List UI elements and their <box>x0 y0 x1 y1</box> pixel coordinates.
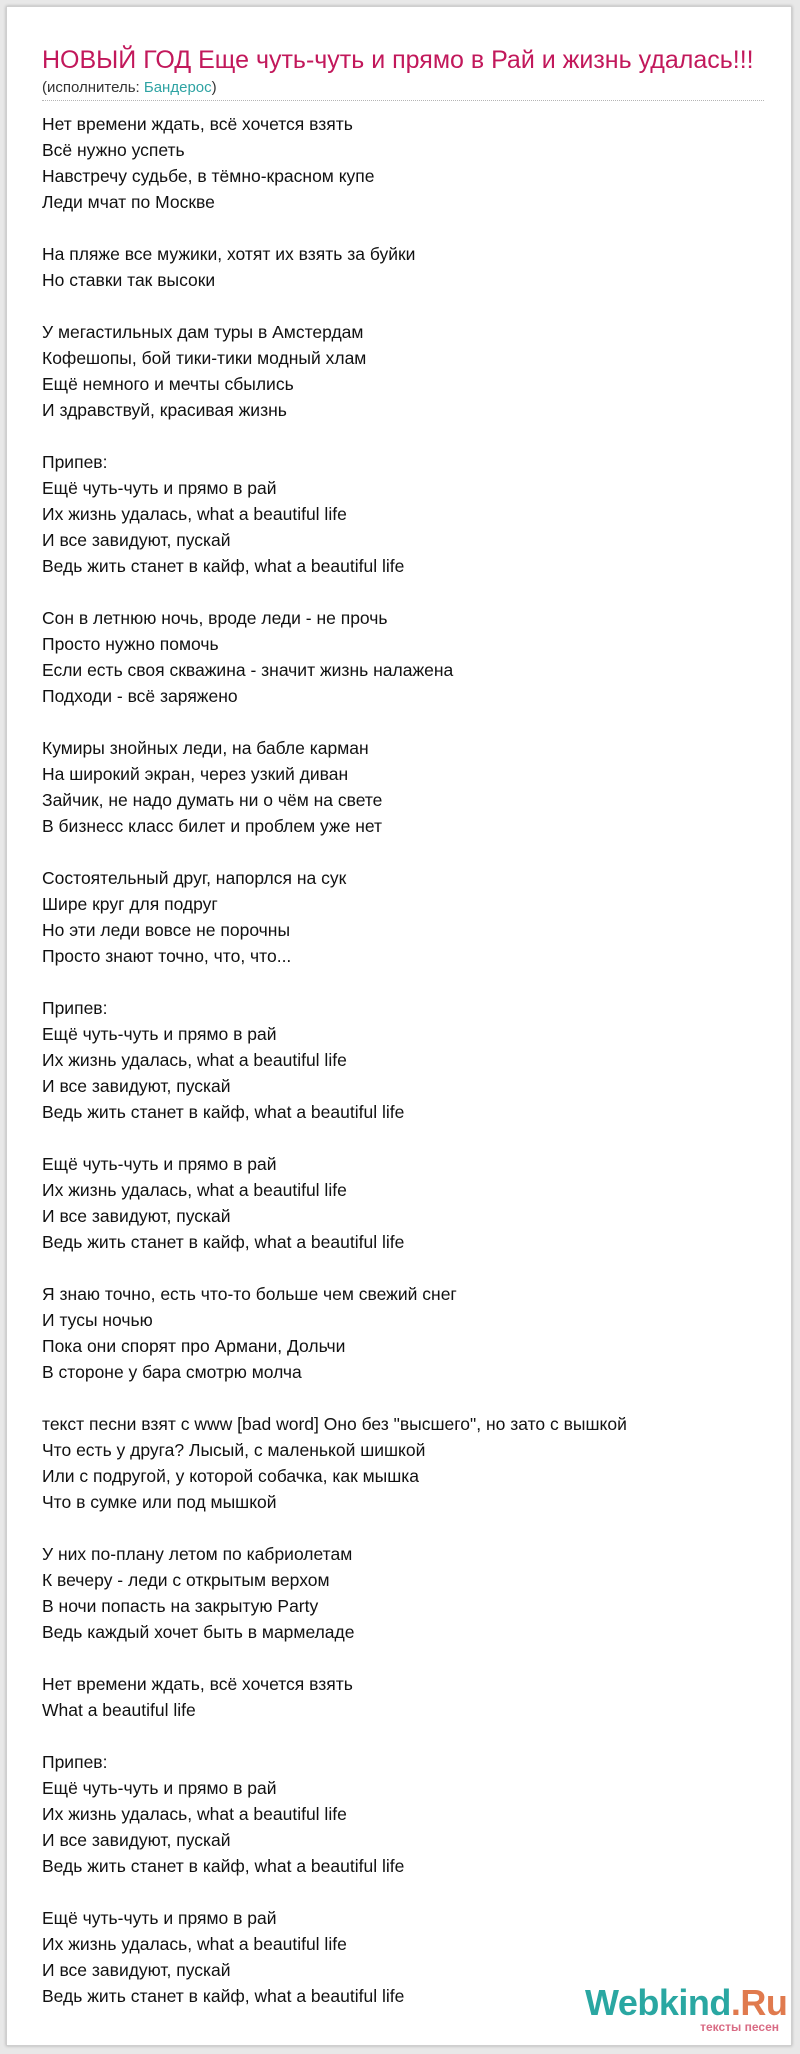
lyric-line: Их жизнь удалась, what a beautiful life <box>42 1934 347 1954</box>
lyric-line: Шире круг для подруг <box>42 894 218 914</box>
lyric-line: Припев: <box>42 452 108 472</box>
lyric-line: Ведь жить станет в кайф, what a beautiful life <box>42 1102 405 1122</box>
lyric-line: У них по-плану летом по кабриолетам <box>42 1544 353 1564</box>
lyric-line: Их жизнь удалась, what a beautiful life <box>42 1180 347 1200</box>
lyric-line: Что в сумке или под мышкой <box>42 1492 277 1512</box>
lyric-line: И все завидуют, пускай <box>42 1076 231 1096</box>
lyric-line: Кумиры знойных леди, на бабле карман <box>42 738 369 758</box>
lyric-line: Пока они спорят про Армани, Дольчи <box>42 1336 346 1356</box>
site-logo[interactable] <box>585 1982 788 2043</box>
stanza-break <box>42 1879 782 1905</box>
lyric-line: Ещё чуть-чуть и прямо в рай <box>42 1154 277 1174</box>
lyric-line: Что есть у друга? Лысый, с маленькой шишкой <box>42 1440 426 1460</box>
stanza-break <box>42 1385 782 1411</box>
lyric-line: Подходи - всё заряжено <box>42 686 238 706</box>
lyric-line: Их жизнь удалась, what a beautiful life <box>42 1804 347 1824</box>
lyric-line: И все завидуют, пускай <box>42 1830 231 1850</box>
lyric-line: И тусы ночью <box>42 1310 153 1330</box>
stanza-break <box>42 839 782 865</box>
artist-link[interactable]: Бандерос <box>143 79 212 96</box>
lyric-line: Ещё чуть-чуть и прямо в рай <box>42 1908 277 1928</box>
lyric-line: Если есть своя скважина - значит жизнь налажена <box>42 660 454 680</box>
lyric-line: На широкий экран, через узкий диван <box>42 764 349 784</box>
lyric-line: Кофешопы, бой тики-тики модный хлам <box>42 348 367 368</box>
lyric-line: Навстречу судьбе, в тёмно-красном купе <box>42 166 375 186</box>
stanza-break <box>42 1515 782 1541</box>
lyric-line: Ведь жить станет в кайф, what a beautiful life <box>42 1986 405 2006</box>
lyric-line: Ведь жить станет в кайф, what a beautiful life <box>42 1232 405 1252</box>
lyric-line: Состоятельный друг, напорлся на сук <box>42 868 347 888</box>
lyric-line: Нет времени ждать, всё хочется взять <box>42 114 353 134</box>
stanza-break <box>42 293 782 319</box>
lyric-line: Ещё немного и мечты сбылись <box>42 374 294 394</box>
lyrics-card <box>6 6 792 2046</box>
lyric-line: К вечеру - леди с открытым верхом <box>42 1570 330 1590</box>
lyric-line: Я знаю точно, есть что-то больше чем свежий снег <box>42 1284 457 1304</box>
lyric-line: В стороне у бара смотрю молча <box>42 1362 302 1382</box>
lyric-line: В бизнесс класс билет и проблем уже нет <box>42 816 383 836</box>
stanza-break <box>42 1255 782 1281</box>
lyric-line: Их жизнь удалась, what a beautiful life <box>42 1050 347 1070</box>
stanza-break <box>42 579 782 605</box>
lyric-line: Ведь жить станет в кайф, what a beautiful life <box>42 1856 405 1876</box>
lyric-line: На пляже все мужики, хотят их взять за буйки <box>42 244 416 264</box>
lyric-line: Их жизнь удалась, what a beautiful life <box>42 504 347 524</box>
lyric-line: What a beautiful life <box>42 1700 196 1720</box>
stanza-break <box>42 1723 782 1749</box>
lyric-line: Сон в летнюю ночь, вроде леди - не прочь <box>42 608 388 628</box>
lyric-line: Но эти леди вовсе не порочны <box>42 920 291 940</box>
lyric-line: Леди мчат по Москве <box>42 192 215 212</box>
stanza-break <box>42 969 782 995</box>
lyric-line: У мегастильных дам туры в Амстердам <box>42 322 364 342</box>
logo-tagline: тексты песен <box>700 2020 779 2034</box>
logo-main-text: Webkind <box>585 1982 731 2023</box>
stanza-break <box>42 1645 782 1671</box>
lyrics-text <box>42 111 782 2009</box>
lyric-line: Ещё чуть-чуть и прямо в рай <box>42 478 277 498</box>
page-title: НОВЫЙ ГОД Еще чуть-чуть и прямо в Рай и жизнь удалась!!! <box>42 46 754 74</box>
logo-wordmark <box>585 1983 787 2023</box>
lyric-line: Просто знают точно, что, что... <box>42 946 292 966</box>
lyric-line: И все завидуют, пускай <box>42 1206 231 1226</box>
stanza-break <box>42 423 782 449</box>
logo-tld: .Ru <box>730 1982 788 2023</box>
lyric-line: текст песни взят с www [bad word] Оно без "высшего", но зато с вышкой <box>42 1414 627 1434</box>
lyric-line: Но ставки так высоки <box>42 270 216 290</box>
lyric-line: И все завидуют, пускай <box>42 530 231 550</box>
lyric-line: Ведь жить станет в кайф, what a beautiful life <box>42 556 405 576</box>
lyric-line: Ведь каждый хочет быть в мармеладе <box>42 1622 355 1642</box>
lyric-line: И все завидуют, пускай <box>42 1960 231 1980</box>
lyric-line: Нет времени ждать, всё хочется взять <box>42 1674 353 1694</box>
lyric-line: Или с подругой, у которой собачка, как мышка <box>42 1466 420 1486</box>
lyric-line: Ещё чуть-чуть и прямо в рай <box>42 1024 277 1044</box>
byline-prefix: (исполнитель: <box>42 79 144 96</box>
lyric-line: Припев: <box>42 1752 108 1772</box>
lyric-line: И здравствуй, красивая жизнь <box>42 400 287 420</box>
lyric-line: Всё нужно успеть <box>42 140 185 160</box>
lyric-line: Просто нужно помочь <box>42 634 219 654</box>
lyric-line: Ещё чуть-чуть и прямо в рай <box>42 1778 277 1798</box>
stanza-break <box>42 709 782 735</box>
lyric-line: Зайчик, не надо думать ни о чём на свете <box>42 790 383 810</box>
lyric-line: Припев: <box>42 998 108 1018</box>
byline-suffix: ) <box>211 79 217 96</box>
stanza-break <box>42 1125 782 1151</box>
title-divider <box>42 100 764 101</box>
artist-byline <box>42 79 217 96</box>
lyric-line: В ночи попасть на закрытую Party <box>42 1596 319 1616</box>
stanza-break <box>42 215 782 241</box>
